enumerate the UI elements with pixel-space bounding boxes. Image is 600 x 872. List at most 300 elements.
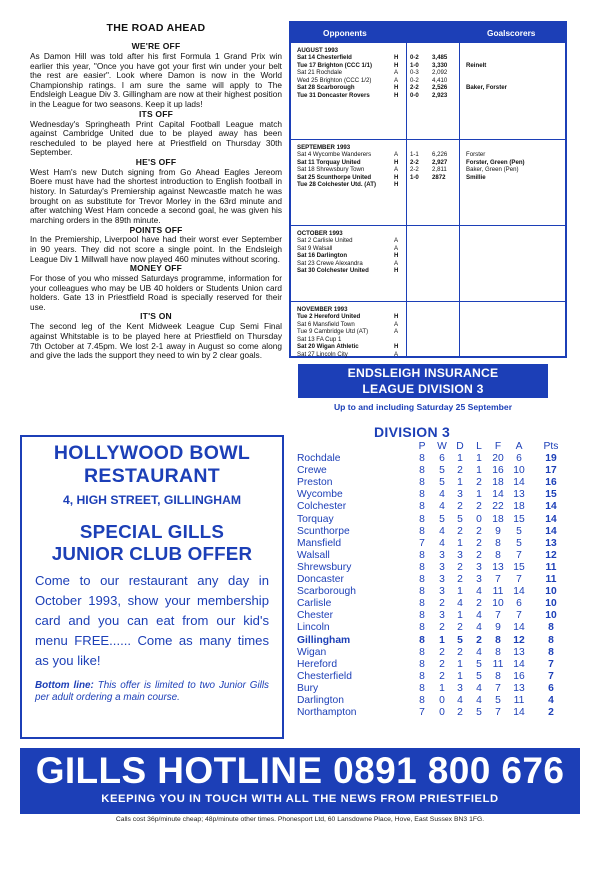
played: 8 [419, 549, 425, 561]
fixture-opponent: Tue 9 Cambridge Utd (AT) [297, 328, 369, 336]
ad-offer-line2: JUNIOR CLUB OFFER [51, 543, 253, 564]
won: 0 [439, 694, 445, 706]
goals-against: 5 [516, 537, 522, 549]
section-hes-off [30, 158, 282, 226]
league-row [297, 659, 567, 671]
won: 2 [439, 622, 445, 634]
lost: 4 [476, 682, 482, 694]
league-subtitle: Up to and including Saturday 25 September [333, 402, 513, 412]
drawn: 5 [457, 513, 463, 525]
fixture-row [291, 336, 565, 343]
played: 8 [419, 634, 425, 646]
won: 2 [439, 646, 445, 658]
team-name: Preston [297, 477, 333, 489]
goals-for: 8 [495, 670, 501, 682]
section-its-off [30, 110, 282, 158]
won: 6 [439, 453, 445, 465]
team-name: Scunthorpe [297, 525, 350, 537]
fixture-attendance: 2,927 [432, 158, 448, 166]
col-f: F [494, 441, 502, 452]
lost: 2 [476, 549, 482, 561]
fixtures-month [291, 230, 565, 275]
goals-for: 22 [492, 501, 504, 513]
goals-against: 14 [513, 477, 525, 489]
drawn: 4 [457, 694, 463, 706]
section-heading: IT'S ON [140, 311, 172, 322]
lost: 2 [476, 634, 482, 646]
won: 3 [439, 610, 445, 622]
won: 1 [439, 634, 445, 646]
opponents-header: Opponents [323, 28, 367, 38]
fixture-venue: H [394, 313, 399, 321]
fixture-attendance: 2,811 [432, 166, 447, 174]
goals-for: 7 [495, 574, 501, 586]
ad-bottom-text: This offer is limited to two Junior Gills per adult ordering a main course. [35, 680, 269, 703]
lost: 4 [476, 622, 482, 634]
drawn: 3 [457, 682, 463, 694]
fixture-venue: H [394, 252, 399, 260]
points: 17 [545, 465, 557, 477]
section-money-off [30, 264, 282, 312]
section-its-on [30, 312, 282, 360]
month-divider [291, 301, 565, 302]
fixture-venue: A [394, 244, 399, 252]
drawn: 2 [457, 574, 463, 586]
lost: 2 [476, 537, 482, 549]
road-ahead-title: THE ROAD AHEAD [106, 22, 206, 34]
goals-for: 20 [492, 453, 504, 465]
fixture-opponent: Tue 31 Doncaster Rovers [297, 91, 370, 99]
fixture-row [291, 166, 565, 173]
fixtures-table [289, 21, 567, 358]
fixture-opponent: Sat 13 FA Cup 1 [297, 335, 342, 343]
goals-against: 10 [513, 465, 525, 477]
points: 15 [545, 489, 557, 501]
lost: 5 [476, 670, 482, 682]
fixture-opponent: Sat 4 Wycombe Wanderers [297, 151, 372, 159]
drawn: 1 [457, 537, 463, 549]
goals-for: 5 [495, 694, 501, 706]
goals-against: 14 [513, 707, 525, 719]
goals-for: 11 [492, 586, 504, 598]
points: 7 [548, 658, 554, 670]
fixture-row [291, 159, 565, 166]
goals-against: 13 [513, 682, 525, 694]
goals-against: 15 [513, 513, 525, 525]
fixture-venue: H [394, 84, 399, 92]
section-text: The second leg of the Kent Midweek League Cup Semi Final against Whitstable is to be played here at Priestfield on Thursday 7th October at 7.45pm. We lost 2-1 away in August so come along and give the lads the support they need to win by 2 clear goals. [30, 321, 282, 361]
drawn: 1 [457, 670, 463, 682]
hotline-banner [20, 748, 580, 814]
points: 2 [548, 707, 554, 719]
goals-for: 14 [492, 489, 504, 501]
fixture-opponent: Sat 25 Scunthorpe United [297, 173, 372, 181]
drawn: 1 [457, 453, 463, 465]
month-name: SEPTEMBER 1993 [297, 144, 351, 151]
played: 8 [419, 525, 425, 537]
fixture-attendance: 3,485 [432, 54, 448, 62]
goals-against: 14 [513, 586, 525, 598]
played: 8 [419, 513, 425, 525]
points: 6 [548, 682, 554, 694]
fixtures-month [291, 306, 565, 358]
fixture-opponent: Tue 17 Brighton (CCC 1/1) [297, 61, 373, 69]
fixture-opponent: Sat 20 Wigan Athletic [297, 343, 359, 351]
lost: 1 [476, 489, 482, 501]
goals-for: 8 [495, 646, 501, 658]
fixture-row [291, 351, 565, 358]
played: 8 [419, 658, 425, 670]
fixtures-month [291, 144, 565, 189]
col-p: P [418, 441, 426, 452]
fixture-opponent: Sat 6 Mansfield Town [297, 320, 355, 328]
won: 3 [439, 574, 445, 586]
team-name: Chester [297, 610, 334, 622]
points: 14 [545, 513, 557, 525]
fixture-opponent: Sat 9 Walsall [297, 244, 333, 252]
league-row [297, 586, 567, 598]
team-name: Darlington [297, 694, 344, 706]
points: 12 [545, 549, 557, 561]
goals-for: 8 [495, 634, 501, 646]
fixture-row [291, 343, 565, 350]
goals-for: 8 [495, 549, 501, 561]
played: 8 [419, 586, 425, 598]
goals-against: 15 [513, 561, 525, 573]
league-row [297, 598, 567, 610]
section-text: As Damon Hill was told after his first Formula 1 Grand Prix win earlier this year, "Once you have got your first win under your belt the rest are easier". Look where Damon is now in the World Championship ratings. I am sure the same will apply to The Endsleigh League Div 3. Gillingham are now at their highest position in the League for two seasons. Keep it up lads! [30, 51, 282, 110]
played: 8 [419, 489, 425, 501]
ad-title-line2: RESTAURANT [84, 465, 220, 487]
team-name: Wigan [297, 646, 327, 658]
goals-for: 13 [492, 561, 504, 573]
month-divider [291, 139, 565, 140]
lost: 5 [476, 658, 482, 670]
fixture-score: 0-0 [410, 91, 419, 99]
section-text: In the Premiership, Liverpool have had their worst ever September in 90 years. They did not score a single point. In the Endsleigh League Div 1 Millwall have now played 460 minutes without scoring. [30, 234, 282, 264]
fixture-opponent: Sat 14 Chesterfield [297, 54, 352, 62]
team-name: Hereford [297, 658, 338, 670]
goals-for: 11 [492, 658, 504, 670]
fixture-venue: H [394, 61, 399, 69]
ad-bottom-label: Bottom line: [35, 680, 94, 691]
team-name: Northampton [297, 707, 357, 719]
fixture-attendance: 4,410 [432, 76, 448, 84]
goals-against: 5 [516, 525, 522, 537]
points: 4 [548, 694, 554, 706]
fixture-scorers: Reinelt [466, 61, 487, 69]
fixture-venue: H [394, 54, 399, 62]
fixture-venue: A [394, 259, 399, 267]
won: 5 [439, 465, 445, 477]
month-divider [291, 225, 565, 226]
drawn: 1 [457, 658, 463, 670]
fixture-scorers: Forster, Green (Pen) [466, 158, 525, 166]
league-row [297, 695, 567, 707]
hotline-footnote: Calls cost 36p/minute cheap; 48p/minute other times. Phonesport Ltd, 60 Lansdowne Place, Hove, East Sussex BN3 1FG. [115, 816, 485, 823]
fixtures-header [291, 23, 565, 43]
drawn: 2 [457, 465, 463, 477]
goals-for: 18 [492, 513, 504, 525]
league-row [297, 489, 567, 501]
lost: 3 [476, 574, 482, 586]
fixture-venue: A [394, 76, 399, 84]
goals-against: 16 [513, 670, 525, 682]
league-table-header [297, 441, 567, 453]
fixture-score: 0-2 [410, 54, 419, 62]
lost: 4 [476, 646, 482, 658]
fixture-attendance: 6,226 [432, 151, 448, 159]
fixture-score: 0-3 [410, 69, 419, 77]
team-name: Colchester [297, 501, 347, 513]
lost: 3 [476, 561, 482, 573]
points: 14 [545, 525, 557, 537]
month-name: OCTOBER 1993 [297, 230, 343, 237]
fixture-row [291, 69, 565, 76]
league-row [297, 550, 567, 562]
league-row [297, 622, 567, 634]
drawn: 2 [457, 501, 463, 513]
col-a: A [515, 441, 523, 452]
goals-for: 9 [495, 525, 501, 537]
section-points-off [30, 226, 282, 265]
fixture-opponent: Tue 28 Colchester Utd. (AT) [297, 181, 377, 189]
ad-body: Come to our restaurant any day in October 1993, show your membership card and you can eat from our kid's menu FREE...... Come as many times as you like! [35, 573, 269, 668]
played: 8 [419, 501, 425, 513]
fixture-row [291, 260, 565, 267]
col-l: L [476, 441, 482, 452]
goals-against: 14 [513, 622, 525, 634]
drawn: 3 [457, 489, 463, 501]
league-row [297, 465, 567, 477]
fixture-opponent: Sat 2 Carlisle United [297, 237, 353, 245]
drawn: 2 [457, 646, 463, 658]
drawn: 3 [457, 549, 463, 561]
fixture-row [291, 151, 565, 158]
fixture-opponent: Sat 21 Rochdale [297, 69, 343, 77]
drawn: 2 [457, 622, 463, 634]
drawn: 2 [457, 525, 463, 537]
team-name: Doncaster [297, 574, 344, 586]
fixture-venue: A [394, 151, 399, 159]
won: 1 [439, 682, 445, 694]
drawn: 1 [457, 477, 463, 489]
fixture-venue: H [394, 91, 399, 99]
lost: 0 [476, 513, 482, 525]
ad-address: 4, HIGH STREET, GILLINGHAM [62, 493, 242, 507]
fixture-attendance: 2872 [432, 173, 446, 181]
fixture-row [291, 92, 565, 99]
lost: 2 [476, 525, 482, 537]
drawn: 1 [457, 586, 463, 598]
fixture-opponent: Tue 2 Hereford United [297, 313, 361, 321]
section-text: West Ham's new Dutch signing from Go Ahead Eagles Jereom Boere must have had the shortest introduction to English football in history. In Saturday's Premiership against Newcastle match he was brought on as substitute for Trevor Morley in the 63rd minute and after watching West Ham concede a second goal, he was given his marching orders in the 89th minute. [30, 166, 282, 225]
goals-for: 7 [495, 682, 501, 694]
team-name: Chesterfield [297, 670, 352, 682]
fixture-opponent: Sat 28 Scarborough [297, 84, 355, 92]
fixture-scorers: Forster [466, 151, 486, 159]
lost: 4 [476, 694, 482, 706]
lost: 1 [476, 453, 482, 465]
fixture-score: 2-2 [410, 158, 419, 166]
fixture-row [291, 328, 565, 335]
goals-against: 7 [516, 549, 522, 561]
played: 8 [419, 622, 425, 634]
fixture-row [291, 54, 565, 61]
league-row [297, 683, 567, 695]
won: 4 [439, 537, 445, 549]
fixture-venue: A [394, 350, 399, 358]
goals-against: 6 [516, 453, 522, 465]
league-row [297, 610, 567, 622]
fixture-venue: H [394, 267, 399, 275]
points: 11 [545, 561, 557, 573]
points: 10 [545, 586, 557, 598]
ad-offer-title [22, 521, 282, 565]
hollywood-bowl-ad [20, 435, 284, 739]
fixture-score: 1-0 [410, 61, 419, 69]
goals-against: 7 [516, 610, 522, 622]
fixture-attendance: 2,526 [432, 84, 448, 92]
played: 8 [419, 682, 425, 694]
goals-for: 9 [495, 622, 501, 634]
fixture-attendance: 3,330 [432, 61, 448, 69]
lost: 2 [476, 501, 482, 513]
fixture-row [291, 62, 565, 69]
team-name: Scarborough [297, 586, 356, 598]
lost: 1 [476, 465, 482, 477]
fixture-row [291, 77, 565, 84]
section-heading: MONEY OFF [129, 263, 183, 274]
fixture-venue: A [394, 320, 399, 328]
goals-for: 16 [492, 465, 504, 477]
lost: 4 [476, 586, 482, 598]
fixture-row [291, 267, 565, 274]
fixture-venue: A [394, 237, 399, 245]
league-row [297, 574, 567, 586]
fixture-row [291, 174, 565, 181]
won: 3 [439, 586, 445, 598]
team-name: Torquay [297, 513, 334, 525]
drawn: 5 [457, 634, 463, 646]
col-pts: Pts [543, 441, 559, 452]
league-row [297, 538, 567, 550]
fixture-row [291, 252, 565, 259]
fixture-scorers: Smillie [466, 173, 486, 181]
section-text: Wednesday's Springheath Print Capital Football League match against Cambridge United due to be played away has been rescheduled to be played here at Priestfield on Thursday 30th September. [30, 118, 282, 158]
played: 8 [419, 610, 425, 622]
team-name: Mansfield [297, 537, 342, 549]
league-row [297, 671, 567, 683]
goals-for: 7 [495, 707, 501, 719]
ad-title [22, 442, 282, 488]
fixture-scorers: Baker, Green (Pen) [466, 166, 519, 174]
drawn: 2 [457, 707, 463, 719]
fixture-row [291, 245, 565, 252]
points: 10 [545, 610, 557, 622]
points: 8 [548, 646, 554, 658]
team-name: Shrewsbury [297, 561, 352, 573]
lost: 2 [476, 477, 482, 489]
lost: 4 [476, 610, 482, 622]
played: 8 [419, 670, 425, 682]
ad-offer-line1: SPECIAL GILLS [79, 521, 225, 542]
section-heading: ITS OFF [139, 108, 173, 119]
hotline-title: GILLS HOTLINE 0891 800 676 [35, 750, 565, 791]
won: 2 [439, 658, 445, 670]
points: 7 [548, 670, 554, 682]
goals-against: 12 [513, 634, 525, 646]
fixture-row [291, 321, 565, 328]
fixture-score: 1-0 [410, 173, 419, 181]
fixture-opponent: Sat 11 Torquay United [297, 158, 361, 166]
goals-for: 7 [495, 610, 501, 622]
points: 10 [545, 598, 557, 610]
league-row [297, 635, 567, 647]
league-row [297, 453, 567, 465]
lost: 5 [476, 707, 482, 719]
team-name: Walsall [297, 549, 330, 561]
fixture-venue: A [394, 166, 399, 174]
col-d: D [456, 441, 464, 452]
won: 3 [439, 561, 445, 573]
hotline-subtitle: KEEPING YOU IN TOUCH WITH ALL THE NEWS FROM PRIESTFIELD [101, 793, 499, 805]
drawn: 4 [457, 598, 463, 610]
goalscorers-header: Goalscorers [487, 28, 536, 38]
won: 5 [439, 513, 445, 525]
fixture-venue: H [394, 181, 399, 189]
played: 8 [419, 561, 425, 573]
played: 7 [419, 707, 425, 719]
ad-bottom-line [22, 680, 282, 704]
fixture-venue: H [394, 158, 399, 166]
fixture-opponent: Sat 23 Crewe Alexandra [297, 259, 363, 267]
section-heading: WE'RE OFF [131, 41, 181, 52]
played: 8 [419, 477, 425, 489]
team-name: Gillingham [297, 634, 351, 646]
won: 4 [439, 489, 445, 501]
goals-for: 10 [492, 598, 504, 610]
league-banner-line1: ENDSLEIGH INSURANCE [347, 366, 499, 380]
fixture-venue: A [394, 328, 399, 336]
won: 4 [439, 525, 445, 537]
fixtures-body [291, 43, 565, 356]
played: 8 [419, 598, 425, 610]
league-banner [298, 364, 548, 398]
fixture-venue: A [394, 69, 399, 77]
fixture-row [291, 313, 565, 320]
won: 5 [439, 477, 445, 489]
month-name: NOVEMBER 1993 [297, 306, 348, 313]
goals-for: 8 [495, 537, 501, 549]
fixture-row [291, 84, 565, 91]
goals-against: 6 [516, 598, 522, 610]
fixture-opponent: Wed 25 Brighton (CCC 1/2) [297, 76, 372, 84]
drawn: 2 [457, 561, 463, 573]
goals-against: 18 [513, 501, 525, 513]
league-banner-line2: LEAGUE DIVISION 3 [362, 382, 484, 396]
played: 8 [419, 465, 425, 477]
fixture-venue: H [394, 343, 399, 351]
won: 3 [439, 549, 445, 561]
won: 0 [439, 707, 445, 719]
lost: 2 [476, 598, 482, 610]
fixture-opponent: Sat 16 Darlington [297, 252, 348, 260]
fixture-score: 1-1 [410, 151, 419, 159]
points: 19 [545, 453, 557, 465]
fixture-opponent: Sat 27 Lincoln City [297, 350, 348, 358]
points: 13 [545, 537, 557, 549]
